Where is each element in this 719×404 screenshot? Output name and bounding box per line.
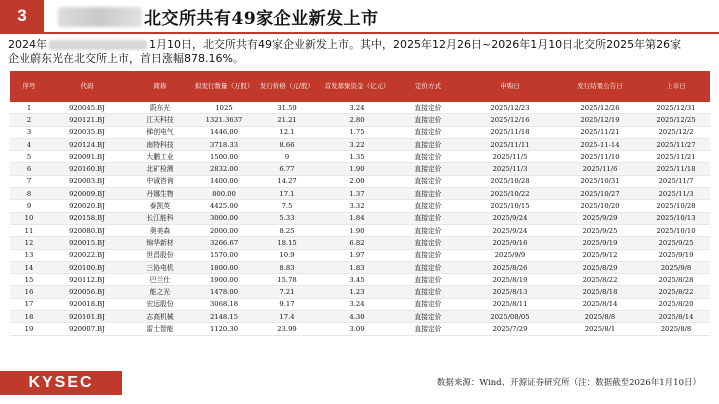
cell-pricing-method: 直接定价 xyxy=(394,237,462,249)
cell-pricing-method: 直接定价 xyxy=(394,138,462,150)
cell-name: 大鹏工业 xyxy=(126,151,194,163)
cell-subscription-date: 2025/12/23 xyxy=(462,102,558,114)
cell-result-date: 2025/10/31 xyxy=(558,175,642,187)
cell-seq: 3 xyxy=(10,126,48,138)
cell-name: 江天科技 xyxy=(126,114,194,126)
cell-name: 雷士智能 xyxy=(126,323,194,335)
cell-issue-qty: 1321.3637 xyxy=(194,114,254,126)
table-row xyxy=(10,274,710,286)
cell-subscription-date: 2025/08/05 xyxy=(462,311,558,323)
table-row xyxy=(10,175,710,187)
cell-result-date: 2025/8/1 xyxy=(558,323,642,335)
title-redacted-region xyxy=(58,7,142,27)
table-row xyxy=(10,114,710,126)
cell-listing-date: 2025/10/28 xyxy=(642,200,710,212)
cell-listing-date: 2025/11/27 xyxy=(642,138,710,150)
cell-issue-qty: 1025 xyxy=(194,102,254,114)
cell-pricing-method: 直接定价 xyxy=(394,126,462,138)
cell-pricing-method: 直接定价 xyxy=(394,323,462,335)
cell-seq: 4 xyxy=(10,138,48,150)
cell-seq: 17 xyxy=(10,298,48,310)
cell-issue-qty: 3718.33 xyxy=(194,138,254,150)
cell-name: 锦华新材 xyxy=(126,237,194,249)
cell-code: 920080.BJ xyxy=(48,224,126,236)
table-row xyxy=(10,188,710,200)
cell-listing-date: 2025/8/28 xyxy=(642,274,710,286)
cell-name: 长江能科 xyxy=(126,212,194,224)
cell-pricing-method: 直接定价 xyxy=(394,261,462,273)
cell-issue-qty: 1500.00 xyxy=(194,151,254,163)
cell-raised-funds: 1.75 xyxy=(320,126,394,138)
cell-seq: 16 xyxy=(10,286,48,298)
cell-listing-date: 2025/11/18 xyxy=(642,163,710,175)
cell-seq: 11 xyxy=(10,224,48,236)
slide-title: 北交所共有49家企业新发上市 xyxy=(144,9,379,29)
cell-result-date: 2025/8/22 xyxy=(558,274,642,286)
cell-raised-funds: 1.84 xyxy=(320,212,394,224)
cell-result-date: 2025/11/6 xyxy=(558,163,642,175)
cell-result-date: 2025/8/14 xyxy=(558,298,642,310)
cell-pricing-method: 直接定价 xyxy=(394,151,462,163)
cell-result-date: 2025/9/25 xyxy=(558,224,642,236)
cell-seq: 1 xyxy=(10,102,48,114)
cell-code: 920035.BJ xyxy=(48,126,126,138)
cell-code: 920091.BJ xyxy=(48,151,126,163)
table-row xyxy=(10,126,710,138)
cell-name: 奥美森 xyxy=(126,224,194,236)
cell-issue-price: 10.9 xyxy=(254,249,320,261)
cell-name: 志高机械 xyxy=(126,311,194,323)
cell-result-date: 2025/10/27 xyxy=(558,188,642,200)
cell-issue-qty: 800.00 xyxy=(194,188,254,200)
cell-result-date: 2025/9/12 xyxy=(558,249,642,261)
cell-issue-price: 21.21 xyxy=(254,114,320,126)
cell-name: 宏远股份 xyxy=(126,298,194,310)
table-row xyxy=(10,102,710,114)
cell-pricing-method: 直接定价 xyxy=(394,274,462,286)
summary-line2: 企业蔚东光在北交所上市，首日涨幅878.16%。 xyxy=(8,52,244,65)
cell-listing-date: 2025/9/8 xyxy=(642,261,710,273)
table-row xyxy=(10,200,710,212)
cell-issue-price: 6.77 xyxy=(254,163,320,175)
cell-subscription-date: 2025/11/3 xyxy=(462,163,558,175)
cell-raised-funds: 1.23 xyxy=(320,286,394,298)
cell-issue-price: 8.25 xyxy=(254,224,320,236)
cell-result-date: 2025/12/19 xyxy=(558,114,642,126)
cell-issue-price: 8.83 xyxy=(254,261,320,273)
cell-raised-funds: 1.90 xyxy=(320,163,394,175)
cell-code: 920003.BJ xyxy=(48,175,126,187)
cell-issue-qty: 1478.00 xyxy=(194,286,254,298)
header-issue-qty: 拟发行数量（万股） xyxy=(194,71,254,102)
header-pricing-method: 定价方式 xyxy=(394,71,462,102)
cell-listing-date: 2025/8/22 xyxy=(642,286,710,298)
summary-prefix: 2024年 xyxy=(8,38,47,51)
cell-issue-price: 8.66 xyxy=(254,138,320,150)
table-row xyxy=(10,151,710,163)
cell-code: 920022.BJ xyxy=(48,249,126,261)
cell-subscription-date: 2025/8/26 xyxy=(462,261,558,273)
cell-raised-funds: 3.45 xyxy=(320,274,394,286)
table-row xyxy=(10,224,710,236)
title-divider xyxy=(0,32,719,34)
table-row xyxy=(10,249,710,261)
cell-listing-date: 2025/12/31 xyxy=(642,102,710,114)
cell-result-date: 2025/12/26 xyxy=(558,102,642,114)
table-row xyxy=(10,138,710,150)
cell-name: 能之光 xyxy=(126,286,194,298)
cell-code: 920112.BJ xyxy=(48,274,126,286)
cell-issue-qty: 1570.00 xyxy=(194,249,254,261)
cell-name: 世昌股份 xyxy=(126,249,194,261)
cell-raised-funds: 6.82 xyxy=(320,237,394,249)
cell-issue-qty: 2832.00 xyxy=(194,163,254,175)
cell-pricing-method: 直接定价 xyxy=(394,249,462,261)
cell-raised-funds: 1.90 xyxy=(320,224,394,236)
cell-result-date: 2025/9/29 xyxy=(558,212,642,224)
cell-subscription-date: 2025/9/24 xyxy=(462,224,558,236)
cell-raised-funds: 1.35 xyxy=(320,151,394,163)
cell-issue-price: 18.15 xyxy=(254,237,320,249)
cell-issue-price: 7.21 xyxy=(254,286,320,298)
table-row xyxy=(10,323,710,335)
cell-seq: 18 xyxy=(10,311,48,323)
cell-result-date: 2025/11/10 xyxy=(558,151,642,163)
cell-seq: 2 xyxy=(10,114,48,126)
cell-issue-price: 5.33 xyxy=(254,212,320,224)
cell-name: 泰凯英 xyxy=(126,200,194,212)
cell-issue-qty: 2148.15 xyxy=(194,311,254,323)
cell-issue-qty: 1800.00 xyxy=(194,261,254,273)
cell-issue-qty: 1120.30 xyxy=(194,323,254,335)
table-row xyxy=(10,163,710,175)
header-listing-date: 上市日 xyxy=(642,71,710,102)
cell-issue-qty: 3000.00 xyxy=(194,212,254,224)
ipo-table xyxy=(10,71,710,336)
cell-subscription-date: 2025/12/16 xyxy=(462,114,558,126)
cell-code: 920124.BJ xyxy=(48,138,126,150)
cell-name: 梯创电气 xyxy=(126,126,194,138)
cell-seq: 12 xyxy=(10,237,48,249)
cell-pricing-method: 直接定价 xyxy=(394,175,462,187)
cell-listing-date: 2025/9/19 xyxy=(642,249,710,261)
cell-issue-price: 17.4 xyxy=(254,311,320,323)
summary-paragraph xyxy=(8,38,714,66)
cell-seq: 8 xyxy=(10,188,48,200)
cell-subscription-date: 2025/11/18 xyxy=(462,126,558,138)
cell-issue-qty: 1400.00 xyxy=(194,175,254,187)
header-name: 简称 xyxy=(126,71,194,102)
cell-raised-funds: 1.83 xyxy=(320,261,394,273)
cell-pricing-method: 直接定价 xyxy=(394,224,462,236)
cell-issue-price: 23.99 xyxy=(254,323,320,335)
cell-issue-qty: 3068.18 xyxy=(194,298,254,310)
slide-number-badge: 3 xyxy=(0,0,44,32)
cell-pricing-method: 直接定价 xyxy=(394,114,462,126)
cell-seq: 5 xyxy=(10,151,48,163)
cell-code: 920045.BJ xyxy=(48,102,126,114)
cell-seq: 15 xyxy=(10,274,48,286)
cell-raised-funds: 3.09 xyxy=(320,323,394,335)
cell-code: 920101.BJ xyxy=(48,311,126,323)
cell-seq: 13 xyxy=(10,249,48,261)
cell-result-date: 2025/10/20 xyxy=(558,200,642,212)
cell-raised-funds: 4.30 xyxy=(320,311,394,323)
cell-pricing-method: 直接定价 xyxy=(394,188,462,200)
cell-subscription-date: 2025/9/9 xyxy=(462,249,558,261)
cell-code: 920056.BJ xyxy=(48,286,126,298)
cell-issue-qty: 1900.00 xyxy=(194,274,254,286)
cell-subscription-date: 2025/10/15 xyxy=(462,200,558,212)
kysec-logo: KYSEC xyxy=(0,371,122,395)
cell-code: 920160.BJ xyxy=(48,163,126,175)
cell-subscription-date: 2025/11/5 xyxy=(462,151,558,163)
cell-raised-funds: 2.00 xyxy=(320,175,394,187)
cell-listing-date: 2025/11/21 xyxy=(642,151,710,163)
cell-pricing-method: 直接定价 xyxy=(394,102,462,114)
cell-subscription-date: 2025/7/29 xyxy=(462,323,558,335)
cell-raised-funds: 3.22 xyxy=(320,138,394,150)
cell-code: 920009.BJ xyxy=(48,188,126,200)
cell-pricing-method: 直接定价 xyxy=(394,163,462,175)
cell-listing-date: 2025/10/13 xyxy=(642,212,710,224)
cell-listing-date: 2025/11/7 xyxy=(642,175,710,187)
cell-raised-funds: 1.37 xyxy=(320,188,394,200)
cell-listing-date: 2025/9/25 xyxy=(642,237,710,249)
header-code: 代码 xyxy=(48,71,126,102)
cell-result-date: 2025/9/19 xyxy=(558,237,642,249)
cell-issue-price: 7.5 xyxy=(254,200,320,212)
footer xyxy=(0,371,719,404)
cell-seq: 9 xyxy=(10,200,48,212)
cell-name: 蔚东光 xyxy=(126,102,194,114)
cell-subscription-date: 2025/10/28 xyxy=(462,175,558,187)
summary-redacted-region xyxy=(49,40,147,50)
cell-subscription-date: 2025/11/11 xyxy=(462,138,558,150)
cell-name: 北矿检测 xyxy=(126,163,194,175)
cell-name: 丹娜生物 xyxy=(126,188,194,200)
cell-pricing-method: 直接定价 xyxy=(394,200,462,212)
cell-issue-price: 14.27 xyxy=(254,175,320,187)
cell-raised-funds: 3.24 xyxy=(320,102,394,114)
cell-seq: 10 xyxy=(10,212,48,224)
cell-name: 三协电机 xyxy=(126,261,194,273)
cell-raised-funds: 1.97 xyxy=(320,249,394,261)
cell-pricing-method: 直接定价 xyxy=(394,298,462,310)
cell-listing-date: 2025/12/25 xyxy=(642,114,710,126)
cell-result-date: 2025/8/29 xyxy=(558,261,642,273)
cell-result-date: 2025/11/21 xyxy=(558,126,642,138)
table-row xyxy=(10,237,710,249)
cell-subscription-date: 2025/8/11 xyxy=(462,298,558,310)
cell-listing-date: 2025/11/3 xyxy=(642,188,710,200)
header-subscription-date: 申购日 xyxy=(462,71,558,102)
table-header-row xyxy=(10,71,710,102)
cell-listing-date: 2025/8/20 xyxy=(642,298,710,310)
cell-pricing-method: 直接定价 xyxy=(394,311,462,323)
cell-issue-price: 12.1 xyxy=(254,126,320,138)
table-row xyxy=(10,212,710,224)
cell-listing-date: 2025/8/14 xyxy=(642,311,710,323)
cell-pricing-method: 直接定价 xyxy=(394,286,462,298)
cell-result-date: 2025/8/18 xyxy=(558,286,642,298)
cell-subscription-date: 2025/10/22 xyxy=(462,188,558,200)
header-seq: 序号 xyxy=(10,71,48,102)
summary-line1: 1月10日，北交所共有49家企业新发上市。其中，2025年12月26日~2026年1月10日北交所2025年第26家 xyxy=(149,38,682,51)
cell-code: 920018.BJ xyxy=(48,298,126,310)
cell-code: 920020.BJ xyxy=(48,200,126,212)
cell-code: 920100.BJ xyxy=(48,261,126,273)
header-issue-price: 发行价格（元/股） xyxy=(254,71,320,102)
cell-subscription-date: 2025/9/24 xyxy=(462,212,558,224)
cell-code: 920007.BJ xyxy=(48,323,126,335)
cell-name: 中诚咨询 xyxy=(126,175,194,187)
cell-code: 920158.BJ xyxy=(48,212,126,224)
cell-seq: 19 xyxy=(10,323,48,335)
cell-result-date: 2025/8/8 xyxy=(558,311,642,323)
cell-issue-price: 15.78 xyxy=(254,274,320,286)
cell-name: 南特科技 xyxy=(126,138,194,150)
table-body xyxy=(10,102,710,335)
cell-seq: 14 xyxy=(10,261,48,273)
cell-issue-qty: 3266.67 xyxy=(194,237,254,249)
header-result-date: 发行结果公告日 xyxy=(558,71,642,102)
cell-pricing-method: 直接定价 xyxy=(394,212,462,224)
cell-issue-price: 9 xyxy=(254,151,320,163)
table-row xyxy=(10,311,710,323)
cell-issue-price: 9.17 xyxy=(254,298,320,310)
table-row xyxy=(10,286,710,298)
data-source-note: 数据来源：Wind、开源证券研究所（注：数据截至2026年1月10日） xyxy=(436,378,701,388)
cell-issue-qty: 2000.00 xyxy=(194,224,254,236)
cell-seq: 6 xyxy=(10,163,48,175)
cell-issue-qty: 1446.00 xyxy=(194,126,254,138)
cell-listing-date: 2025/8/8 xyxy=(642,323,710,335)
table-row xyxy=(10,298,710,310)
cell-name: 巴兰仕 xyxy=(126,274,194,286)
cell-subscription-date: 2025/8/19 xyxy=(462,274,558,286)
cell-listing-date: 2025/10/10 xyxy=(642,224,710,236)
cell-listing-date: 2025/12/2 xyxy=(642,126,710,138)
cell-raised-funds: 3.32 xyxy=(320,200,394,212)
cell-code: 920121.BJ xyxy=(48,114,126,126)
table-row xyxy=(10,261,710,273)
ipo-table-container xyxy=(10,71,710,336)
cell-code: 920015.BJ xyxy=(48,237,126,249)
cell-subscription-date: 2025/9/16 xyxy=(462,237,558,249)
cell-raised-funds: 3.24 xyxy=(320,298,394,310)
cell-seq: 7 xyxy=(10,175,48,187)
cell-subscription-date: 2025/8/13 xyxy=(462,286,558,298)
header-raised-funds: 首发募集资金（亿元） xyxy=(320,71,394,102)
cell-issue-price: 31.59 xyxy=(254,102,320,114)
cell-issue-qty: 4425.00 xyxy=(194,200,254,212)
cell-result-date: 2025-11-14 xyxy=(558,138,642,150)
cell-raised-funds: 2.80 xyxy=(320,114,394,126)
cell-issue-price: 17.1 xyxy=(254,188,320,200)
